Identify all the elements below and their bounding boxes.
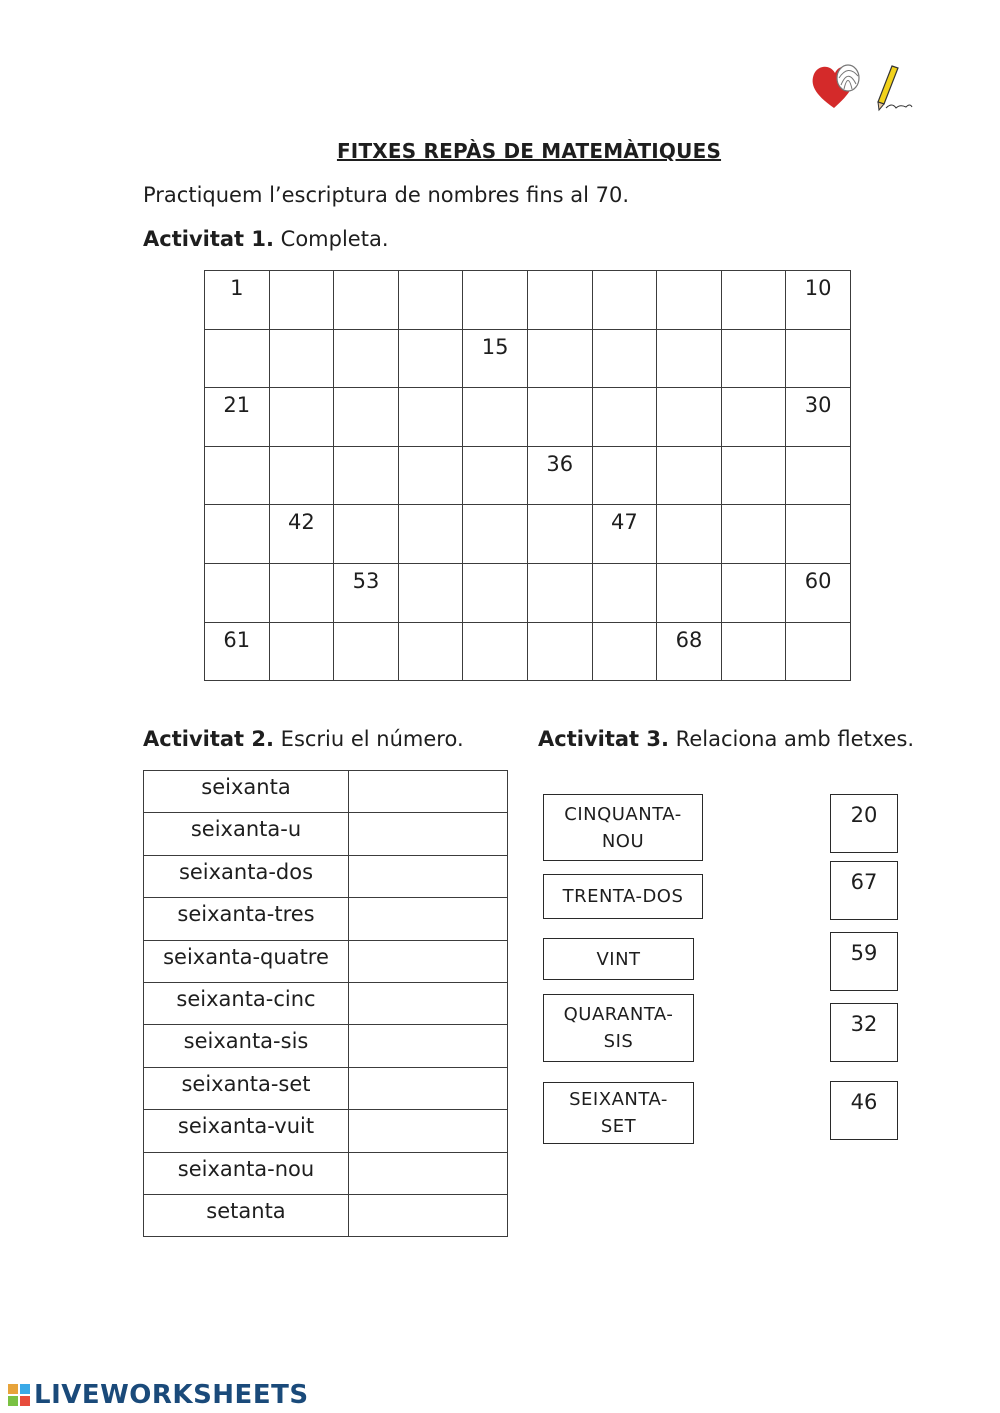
table-row: [144, 771, 508, 813]
number-words-table: [143, 770, 508, 1237]
grid-cell-blank[interactable]: [657, 446, 722, 505]
activity3-heading: [538, 727, 914, 751]
table-row: [144, 855, 508, 897]
grid-cell-blank[interactable]: [657, 563, 722, 622]
grid-cell-blank[interactable]: [269, 271, 334, 330]
match-number-box[interactable]: 59: [830, 932, 898, 991]
grid-cell-blank[interactable]: [657, 505, 722, 564]
activity2-label: Activitat 2.: [143, 727, 274, 751]
number-word: seixanta-vuit: [144, 1110, 349, 1152]
grid-cell-blank[interactable]: [334, 329, 399, 388]
answer-blank[interactable]: [349, 1067, 508, 1109]
grid-cell-blank[interactable]: [592, 271, 657, 330]
grid-cell-blank[interactable]: [527, 271, 592, 330]
activity1-heading: [143, 227, 389, 251]
grid-row: [205, 505, 851, 564]
table-row: [144, 1194, 508, 1236]
grid-cell-number: 47: [592, 505, 657, 564]
grid-cell-number: 10: [786, 271, 851, 330]
grid-cell-blank[interactable]: [592, 622, 657, 681]
number-word: seixanta: [144, 771, 349, 813]
answer-blank[interactable]: [349, 813, 508, 855]
match-number-box[interactable]: 32: [830, 1003, 898, 1062]
grid-cell-blank[interactable]: [527, 563, 592, 622]
activity3-label: Activitat 3.: [538, 727, 669, 751]
number-word: seixanta-tres: [144, 898, 349, 940]
footer-brand[interactable]: [8, 1380, 309, 1410]
number-word: seixanta-set: [144, 1067, 349, 1109]
grid-cell-blank[interactable]: [463, 388, 528, 447]
answer-blank[interactable]: [349, 982, 508, 1024]
answer-blank[interactable]: [349, 898, 508, 940]
number-word: seixanta-sis: [144, 1025, 349, 1067]
grid-cell-number: 61: [205, 622, 270, 681]
number-word: seixanta-quatre: [144, 940, 349, 982]
grid-cell-blank[interactable]: [463, 505, 528, 564]
number-word: setanta: [144, 1194, 349, 1236]
grid-cell-number: 68: [657, 622, 722, 681]
match-word-box[interactable]: SEIXANTA- SET: [543, 1082, 694, 1144]
grid-cell-blank[interactable]: [721, 388, 786, 447]
grid-cell-blank[interactable]: [269, 446, 334, 505]
table-row: [144, 813, 508, 855]
match-word-box[interactable]: TRENTA-DOS: [543, 874, 703, 919]
grid-cell-blank[interactable]: [205, 505, 270, 564]
grid-cell-blank[interactable]: [269, 388, 334, 447]
liveworksheets-logo-icon: [8, 1384, 30, 1406]
table-row: [144, 982, 508, 1024]
answer-blank[interactable]: [349, 855, 508, 897]
grid-cell-blank[interactable]: [592, 563, 657, 622]
activity2-heading: [143, 727, 464, 751]
grid-cell-blank[interactable]: [269, 622, 334, 681]
table-row: [144, 1067, 508, 1109]
answer-blank[interactable]: [349, 1194, 508, 1236]
table-row: [144, 940, 508, 982]
grid-cell-blank[interactable]: [721, 446, 786, 505]
grid-cell-blank[interactable]: [786, 446, 851, 505]
grid-cell-blank[interactable]: [463, 446, 528, 505]
heart-shell-icon: [813, 65, 859, 108]
grid-row: [205, 563, 851, 622]
grid-row: [205, 329, 851, 388]
activity1-label: Activitat 1.: [143, 227, 274, 251]
match-number-box[interactable]: 20: [830, 794, 898, 853]
match-number-box[interactable]: 67: [830, 861, 898, 920]
number-word: seixanta-u: [144, 813, 349, 855]
grid-cell-blank[interactable]: [527, 388, 592, 447]
grid-cell-blank[interactable]: [786, 329, 851, 388]
grid-cell-number: 36: [527, 446, 592, 505]
match-word-box[interactable]: VINT: [543, 938, 694, 980]
grid-cell-number: 15: [463, 329, 528, 388]
table-row: [144, 898, 508, 940]
grid-cell-number: 60: [786, 563, 851, 622]
activity1-instruction: Completa.: [280, 227, 389, 251]
grid-row: [205, 388, 851, 447]
grid-cell-blank[interactable]: [269, 329, 334, 388]
grid-cell-blank[interactable]: [657, 329, 722, 388]
grid-cell-blank[interactable]: [398, 622, 463, 681]
answer-blank[interactable]: [349, 1152, 508, 1194]
grid-cell-blank[interactable]: [721, 563, 786, 622]
grid-cell-blank[interactable]: [205, 329, 270, 388]
grid-cell-blank[interactable]: [592, 388, 657, 447]
table-row: [144, 1152, 508, 1194]
grid-cell-blank[interactable]: [398, 505, 463, 564]
match-number-box[interactable]: 46: [830, 1081, 898, 1140]
grid-cell-blank[interactable]: [721, 271, 786, 330]
grid-cell-blank[interactable]: [334, 505, 399, 564]
grid-row: [205, 271, 851, 330]
grid-cell-blank[interactable]: [398, 563, 463, 622]
grid-cell-blank[interactable]: [334, 446, 399, 505]
intro-text: Practiquem l’escriptura de nombres fins al 70.: [143, 183, 630, 207]
grid-cell-blank[interactable]: [721, 329, 786, 388]
answer-blank[interactable]: [349, 1110, 508, 1152]
grid-cell-blank[interactable]: [721, 622, 786, 681]
grid-cell-blank[interactable]: [205, 446, 270, 505]
grid-cell-blank[interactable]: [463, 271, 528, 330]
activity3-instruction: Relaciona amb fletxes.: [675, 727, 915, 751]
answer-blank[interactable]: [349, 940, 508, 982]
grid-cell-blank[interactable]: [527, 622, 592, 681]
grid-cell-blank[interactable]: [657, 271, 722, 330]
grid-cell-blank[interactable]: [334, 271, 399, 330]
header-logo: [808, 58, 918, 113]
match-word-box[interactable]: QUARANTA- SIS: [543, 994, 694, 1062]
grid-cell-blank[interactable]: [592, 446, 657, 505]
answer-blank[interactable]: [349, 771, 508, 813]
answer-blank[interactable]: [349, 1025, 508, 1067]
grid-cell-blank[interactable]: [398, 446, 463, 505]
grid-row: [205, 446, 851, 505]
match-word-box[interactable]: CINQUANTA- NOU: [543, 794, 703, 861]
grid-cell-blank[interactable]: [463, 563, 528, 622]
grid-cell-blank[interactable]: [527, 505, 592, 564]
grid-cell-blank[interactable]: [269, 563, 334, 622]
activity2-instruction: Escriu el número.: [280, 727, 464, 751]
table-row: [144, 1110, 508, 1152]
grid-cell-number: 42: [269, 505, 334, 564]
footer-brand-text: LIVEWORKSHEETS: [34, 1380, 309, 1410]
grid-cell-number: 30: [786, 388, 851, 447]
grid-row: [205, 622, 851, 681]
number-word: seixanta-dos: [144, 855, 349, 897]
grid-cell-blank[interactable]: [592, 329, 657, 388]
grid-cell-blank[interactable]: [334, 388, 399, 447]
grid-cell-blank[interactable]: [334, 622, 399, 681]
pencil-icon: [878, 66, 912, 110]
grid-cell-blank[interactable]: [463, 622, 528, 681]
grid-cell-number: 1: [205, 271, 270, 330]
grid-cell-number: 53: [334, 563, 399, 622]
grid-cell-number: 21: [205, 388, 270, 447]
number-grid: [204, 270, 851, 681]
number-word: seixanta-cinc: [144, 982, 349, 1024]
grid-cell-blank[interactable]: [786, 505, 851, 564]
number-word: seixanta-nou: [144, 1152, 349, 1194]
grid-cell-blank[interactable]: [657, 388, 722, 447]
grid-cell-blank[interactable]: [205, 563, 270, 622]
grid-cell-blank[interactable]: [398, 329, 463, 388]
grid-cell-blank[interactable]: [527, 329, 592, 388]
grid-cell-blank[interactable]: [398, 388, 463, 447]
grid-cell-blank[interactable]: [786, 622, 851, 681]
page-title: FITXES REPÀS DE MATEMÀTIQUES: [336, 139, 722, 163]
grid-cell-blank[interactable]: [721, 505, 786, 564]
table-row: [144, 1025, 508, 1067]
grid-cell-blank[interactable]: [398, 271, 463, 330]
